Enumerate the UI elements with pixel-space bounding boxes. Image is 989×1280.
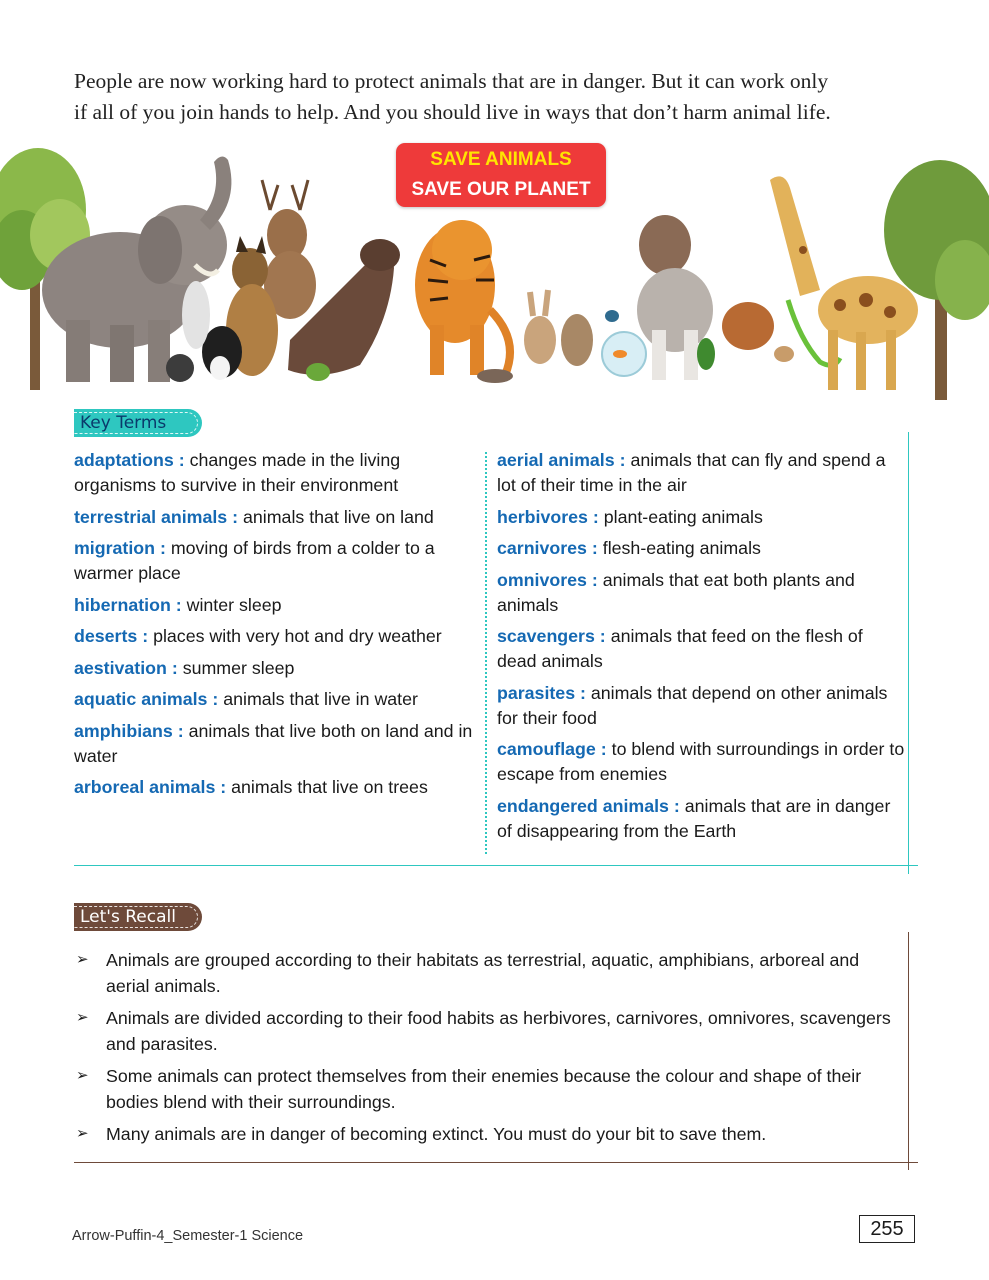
key-term-word: omnivores :: [497, 569, 598, 590]
key-term-definition: animals that feed on the flesh of dead animals: [497, 626, 863, 671]
intro-line-2: if all of you join hands to help. And you should live in ways that don’t harm animal life.: [74, 100, 831, 124]
recall-item-text: Animals are divided according to their food habits as herbivores, carnivores, omnivores, scavengers and parasites.: [106, 1008, 891, 1054]
kitten-illustration: [561, 314, 593, 366]
key-term-definition: animals that can fly and spend a lot of their time in the air: [497, 450, 886, 495]
key-term-definition: animals that live in water: [223, 689, 418, 709]
key-term-word: terrestrial animals :: [74, 506, 239, 527]
puppy-illustration: [722, 302, 774, 350]
key-term-definition: flesh-eating animals: [602, 538, 761, 558]
key-term-word: aestivation :: [74, 657, 178, 678]
key-term-word: endangered animals :: [497, 795, 680, 816]
key-term-entry: [74, 536, 484, 586]
key-term-definition: animals that live on land: [243, 506, 434, 527]
fishbowl-illustration: [602, 332, 646, 376]
key-term-definition: animals that eat both plants and animals: [497, 569, 855, 615]
arrow-bullet-icon: ➢: [76, 1125, 89, 1142]
recall-bottom-border: [74, 1162, 918, 1163]
tree-right-illustration: [884, 160, 989, 400]
key-term-word: scavengers :: [497, 626, 606, 646]
key-terms-heading: [74, 409, 202, 437]
rabbit-illustration: [166, 354, 194, 382]
key-terms-bottom-border: [74, 865, 918, 866]
page-number: 255: [859, 1215, 915, 1243]
bird-illustration: [605, 310, 619, 322]
recall-item-text: Some animals can protect themselves from their enemies because the colour and shape of their bodies blend with their surroundings.: [106, 1066, 862, 1112]
key-term-entry: [497, 624, 905, 674]
arrow-bullet-icon: ➢: [76, 1067, 89, 1084]
frog-illustration: [306, 363, 330, 381]
key-term-entry: [497, 505, 905, 530]
recall-right-border: [908, 932, 909, 1170]
key-term-entry: [74, 656, 484, 681]
rabbit-brown-illustration: [524, 290, 556, 364]
key-term-entry: [497, 536, 905, 561]
key-terms-label: Key Terms: [80, 413, 167, 433]
key-term-entry: [497, 681, 905, 731]
key-term-entry: [74, 624, 484, 649]
key-term-word: parasites :: [497, 682, 586, 703]
recall-tag-border: [74, 906, 198, 928]
key-term-definition: places with very hot and dry weather: [153, 626, 442, 646]
key-term-word: aquatic animals :: [74, 689, 219, 709]
key-term-word: hibernation :: [74, 594, 182, 615]
key-term-entry: [497, 568, 905, 618]
key-terms-right-border: [908, 432, 909, 874]
key-term-entry: [497, 794, 905, 844]
hamster-illustration: [774, 346, 794, 362]
key-term-definition: animals that are in danger of disappearing from the Earth: [497, 795, 891, 841]
key-terms-left-column: [74, 448, 484, 807]
key-term-definition: winter sleep: [186, 594, 282, 615]
key-term-word: aerial animals :: [497, 450, 626, 470]
intro-paragraph: [74, 66, 924, 128]
key-term-entry: [497, 448, 905, 498]
pelican-illustration: [182, 281, 210, 349]
recall-item: [74, 1005, 904, 1057]
key-term-word: migration :: [74, 538, 166, 558]
badge-line-1: SAVE ANIMALS: [430, 149, 572, 170]
key-term-definition: animals that live both on land and in water: [74, 720, 473, 766]
key-terms-tag-border: [74, 412, 198, 434]
key-term-entry: [74, 448, 484, 498]
key-term-entry: [74, 775, 484, 800]
key-term-definition: plant-eating animals: [603, 506, 763, 527]
key-term-entry: [74, 687, 484, 712]
recall-item-text: Many animals are in danger of becoming extinct. You must do your bit to save them.: [106, 1124, 767, 1144]
column-divider: [485, 452, 487, 854]
key-term-definition: changes made in the living organisms to survive in their environment: [74, 450, 401, 495]
recall-item-text: Animals are grouped according to their habitats as terrestrial, aquatic, amphibians, arboreal and aerial animals.: [106, 950, 860, 996]
recall-item: [74, 1063, 904, 1115]
lets-recall-heading: [74, 903, 202, 931]
footer-book-title: Arrow-Puffin-4_Semester-1 Science: [72, 1228, 304, 1244]
key-term-definition: moving of birds from a colder to a warmer place: [74, 538, 435, 583]
lets-recall-label: Let's Recall: [80, 907, 176, 927]
key-term-entry: [74, 719, 484, 769]
key-term-definition: to blend with surroundings in order to escape from enemies: [497, 739, 905, 784]
key-terms-right-column: [497, 448, 905, 850]
recall-item: [74, 1121, 904, 1147]
ferret-illustration: [477, 369, 513, 383]
key-term-word: carnivores :: [497, 538, 598, 558]
cat-illustration: [202, 326, 242, 380]
recall-item: [74, 947, 904, 999]
save-animals-badge: [396, 143, 606, 207]
key-term-entry: [497, 737, 905, 787]
key-term-word: herbivores :: [497, 506, 599, 527]
key-term-definition: summer sleep: [182, 657, 295, 678]
arrow-bullet-icon: ➢: [76, 1009, 89, 1026]
key-term-definition: animals that live on trees: [231, 777, 428, 797]
badge-line-2: SAVE OUR PLANET: [411, 179, 591, 200]
key-term-word: adaptations :: [74, 450, 185, 470]
key-term-word: arboreal animals :: [74, 777, 227, 797]
key-term-entry: [74, 593, 484, 618]
parrot-illustration: [697, 338, 715, 370]
intro-line-1: People are now working hard to protect animals that are in danger. But it can work only: [74, 69, 829, 93]
key-term-word: deserts :: [74, 626, 149, 646]
key-term-entry: [74, 505, 484, 530]
key-term-word: amphibians :: [74, 720, 184, 741]
tiger-illustration: [415, 220, 510, 375]
recall-list: [74, 947, 904, 1153]
key-term-definition: animals that depend on other animals for their food: [497, 682, 888, 728]
arrow-bullet-icon: ➢: [76, 951, 89, 968]
key-term-word: camouflage :: [497, 739, 607, 759]
